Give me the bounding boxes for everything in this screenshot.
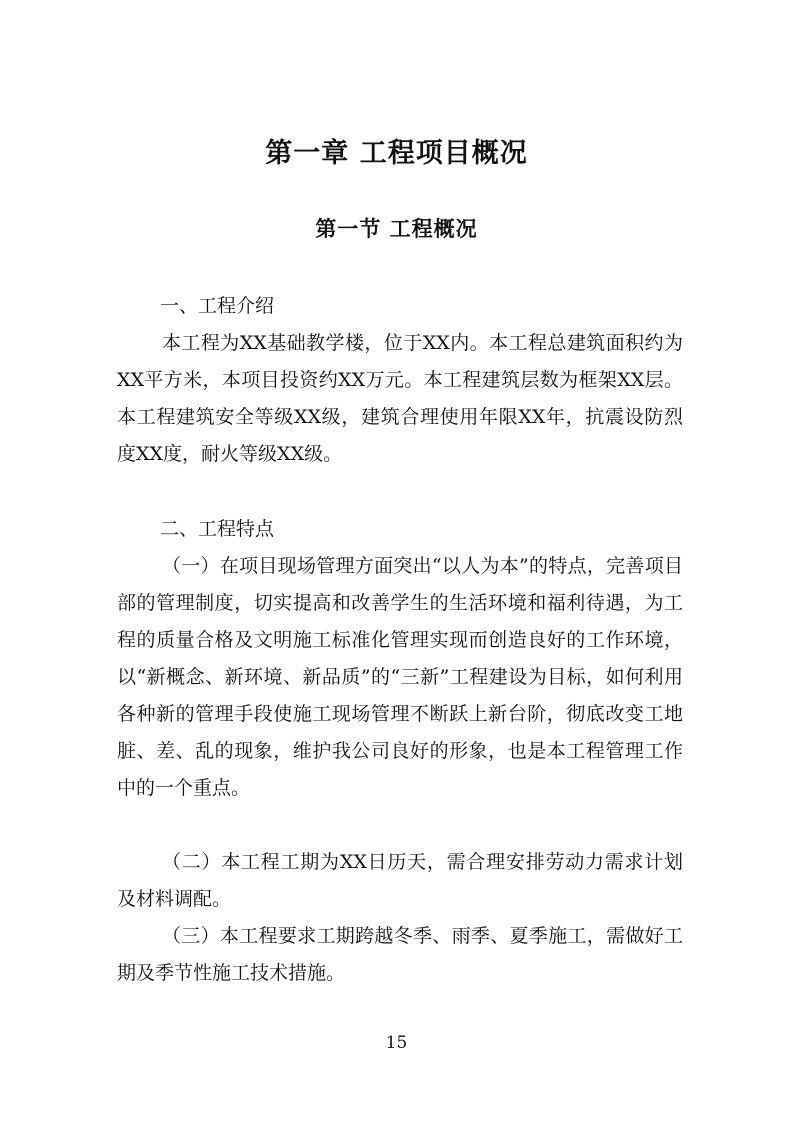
part2-item-1: （一）在项目现场管理方面突出“以人为本”的特点，完善项目部的管理制度，切实提高和改善学生的生活环境和福利待遇，为工程的质量合格及文明施工标准化管理实现而创造良好的工作环境，以“新概念、新环境、新品质”的“三新”工程建设为目标，如何利用各种新的管理手段使施工现场管理不断跃上新台阶，彻底改变工地脏、差、乱的现象，维护我公司良好的形象，也是本工程管理工作中的一个重点。 [117,555,683,799]
section-title: 第一节 工程概况 [315,217,478,241]
chapter-title: 第一章 工程项目概况 [265,138,528,169]
part2-item-2: （二）本工程工期为XX日历天，需合理安排劳动力需求计划及材料调配。 [117,851,683,910]
part2-item-3: （三）本工程要求工期跨越冬季、雨季、夏季施工，需做好工期及季节性施工技术措施。 [117,925,683,984]
page-number: 15 [385,1033,408,1053]
part2-heading: 二、工程特点 [160,518,275,540]
part1-paragraph: 本工程为XX基础教学楼，位于XX内。本工程总建筑面积约为XX平方米，本项目投资约XX万元。本工程建筑层数为框架XX层。本工程建筑安全等级XX级，建筑合理使用年限XX年，抗震设防烈度XX度，耐火等级XX级。 [117,332,683,465]
part1-heading: 一、工程介绍 [160,295,275,317]
